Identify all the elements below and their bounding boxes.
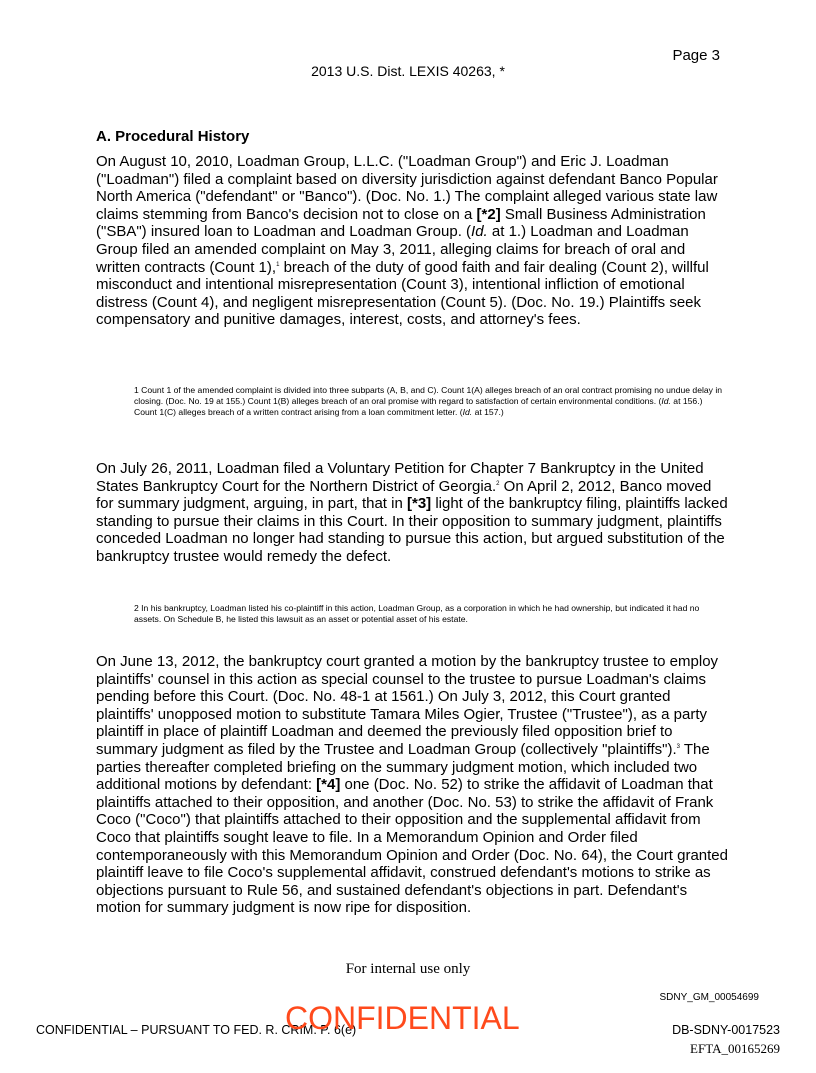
footnote-ref-2: 2 — [496, 480, 500, 487]
page-pin-3: [*3] — [406, 495, 432, 513]
paragraph-3-text-b: The parties thereafter completed briefing on the summary judgment motion, which included two additional motions by defendant: — [96, 740, 710, 794]
page-pin-4: [*4] — [316, 776, 341, 794]
efta-number: EFTA_00165269 — [690, 1041, 780, 1056]
footnote-ref-3: 3 — [676, 743, 680, 750]
paragraph-1-text-c: at 1.) Loadman and Loadman Group filed an amended complaint on May 3, 2011, alleging claims for breach of oral and written contracts (Count 1), — [96, 223, 689, 276]
footnote-ref-1: 1 — [276, 261, 280, 268]
footnote-2: 2 In his bankruptcy, Loadman listed his co-plaintiff in this action, Loadman Group, as a corporation in which he had ownership, but indicated it had no assets. On Schedule B, he listed this lawsuit as an asset or potential asset of his estate. — [134, 603, 700, 624]
paragraph-2-text-b: On April 2, 2012, Banco moved for summary judgment, arguing, in part, that in — [96, 477, 712, 513]
confidential-notice: CONFIDENTIAL – PURSUANT TO FED. R. CRIM. P. 6(e) — [36, 1023, 357, 1037]
footnote-1-text-c: at 157.) — [472, 407, 504, 417]
confidential-stamp: CONFIDENTIAL — [285, 1000, 520, 1036]
footnote-1-text-b: at 156.) Count 1(C) alleges breach of a written contract arising from a loan commitment letter. ( — [134, 396, 703, 417]
footnote-1-text-a: 1 Count 1 of the amended complaint is divided into three subparts (A, B, and C). Count 1(A) alleges breach of an oral contract promising no undue delay in closing. (Doc. No. 19 at 155.) Count 1(B) alleges breach of an oral promise with regard to satisfaction of certain environmental conditions. ( — [134, 385, 723, 406]
bates-number-db-sdny: DB-SDNY-0017523 — [672, 1023, 780, 1037]
paragraph-1 — [96, 153, 728, 329]
paragraph-2-text-a: On July 26, 2011, Loadman filed a Voluntary Petition for Chapter 7 Bankruptcy in the United States Bankruptcy Court for the Northern District of Georgia. — [96, 460, 704, 495]
case-citation: 2013 U.S. Dist. LEXIS 40263, * — [311, 63, 505, 79]
internal-use-notice: For internal use only — [345, 961, 471, 977]
footnote-1 — [134, 385, 724, 418]
id-citation: Id. — [462, 407, 473, 417]
paragraph-3 — [96, 653, 728, 917]
paragraph-3-text-c: one (Doc. No. 52) to strike the affidavit of Loadman that plaintiffs attached to their opposition, and another (Doc. No. 53) to strike the affidavit of Frank Coco ("Coco") that plaintiffs attached to their opposition and the supplemental affidavit from Coco that plaintiffs sought leave to file. In a Memorandum Opinion and Order filed contemporaneously with this Memorandum Opinion and Order (Doc. No. 64), the Court granted plaintiff leave to file Coco's supplemental affidavit, construed defendant's motions to strike as objections pursuant to Rule 56, and sustained defendant's objections in part. Defendant's motion for summary judgment is now ripe for disposition. — [96, 776, 728, 917]
paragraph-2 — [96, 460, 728, 566]
paragraph-1-text-b: Small Business Administration ("SBA") insured loan to Loadman and Loadman Group. ( — [96, 205, 706, 241]
paragraph-2-text-c: light of the bankruptcy filing, plaintiffs lacked standing to pursue their claims in this Court. In their opposition to summary judgment, plaintiffs conceded Loadman no longer had standing to pursue this action, but argued substitution of the bankruptcy trustee would remedy the defect. — [96, 495, 728, 565]
id-citation: Id. — [471, 223, 488, 241]
paragraph-3-text-a: On June 13, 2012, the bankruptcy court granted a motion by the bankruptcy trustee to employ plaintiffs' counsel in this action as special counsel to the trustee to pursue Loadman's claims pending before this Court. (Doc. No. 48-1 at 1561.) On July 3, 2012, this Court granted plaintiffs' unopposed motion to substitute Tamara Miles Ogier, Trustee ("Trustee"), as a party plaintiff in place of plaintiff Loadman and deemed the previously filed opposition brief to summary judgment as filed by the Trustee and Loadman Group (collectively "plaintiffs"). — [96, 653, 719, 758]
page-number: Page 3 — [672, 47, 720, 64]
paragraph-1-text-a: On August 10, 2010, Loadman Group, L.L.C. ("Loadman Group") and Eric J. Loadman ("Loadman") filed a complaint based on diversity jurisdiction against defendant Banco Popular North America ("defendant" or "Banco"). (Doc. No. 1.) The complaint alleged various state law claims stemming from Banco's decision not to close on a — [96, 153, 718, 223]
section-heading: A. Procedural History — [96, 128, 250, 145]
bates-number-sdny-gm: SDNY_GM_00054699 — [659, 992, 759, 1003]
paragraph-1-text-d: breach of the duty of good faith and fair dealing (Count 2), willful misconduct and intentional misrepresentation (Count 3), intentional infliction of emotional distress (Count 4), and negligent misrepresentation (Count 5). (Doc. No. 19.) Plaintiffs seek compensatory and punitive damages, interest, costs, and attorney's fees. — [96, 258, 709, 329]
id-citation: Id. — [661, 396, 671, 406]
page-pin-2: [*2] — [476, 205, 501, 223]
